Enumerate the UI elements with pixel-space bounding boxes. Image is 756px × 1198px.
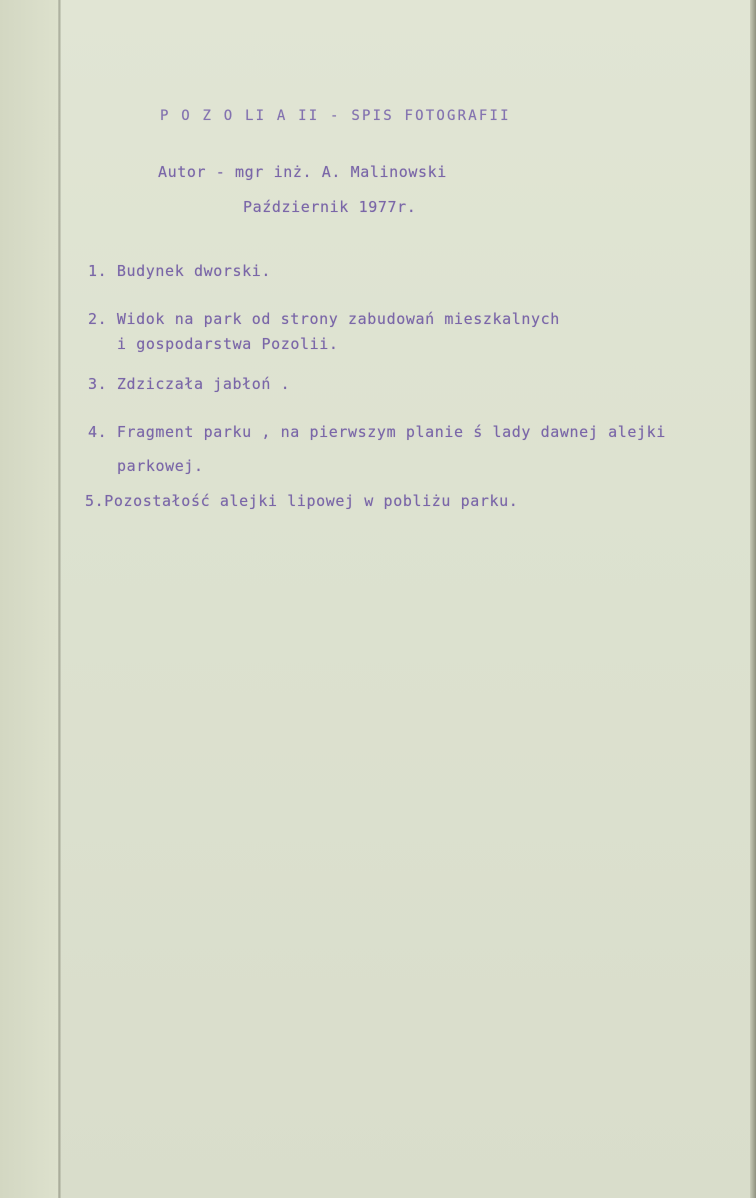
list-item-number: 4.	[88, 423, 108, 441]
list-item-text: Budynek dworski.	[116, 262, 271, 280]
list-item-number: 2.	[88, 310, 108, 328]
list-item-continuation: parkowej.	[117, 457, 204, 475]
document-author: Autor - mgr inż. A. Malinowski	[158, 163, 447, 181]
binding-fold-line	[58, 0, 61, 1198]
list-item	[85, 492, 518, 510]
list-item-number: 3.	[88, 375, 108, 393]
page-edge	[750, 0, 756, 1198]
document-title: P O Z O LI A II - SPIS FOTOGRAFII	[160, 108, 511, 124]
list-item-number: 1.	[88, 262, 108, 280]
document-date: Październik 1977r.	[243, 198, 417, 216]
list-item-text: Widok na park od strony zabudowań mieszkalnych	[116, 310, 560, 328]
list-item	[88, 375, 290, 393]
binding-margin	[0, 0, 58, 1198]
list-item-text: Zdziczała jabłoń .	[116, 375, 291, 393]
list-item	[88, 310, 560, 328]
list-item-number: 5.	[85, 492, 105, 510]
list-item-continuation: i gospodarstwa Pozolii.	[117, 335, 339, 353]
list-item-text: Fragment parku , na pierwszym planie ś lady dawnej alejki	[116, 423, 666, 441]
list-item	[88, 262, 271, 280]
list-item	[88, 423, 666, 441]
list-item-text: Pozostałość alejki lipowej w pobliżu parku.	[104, 492, 519, 510]
